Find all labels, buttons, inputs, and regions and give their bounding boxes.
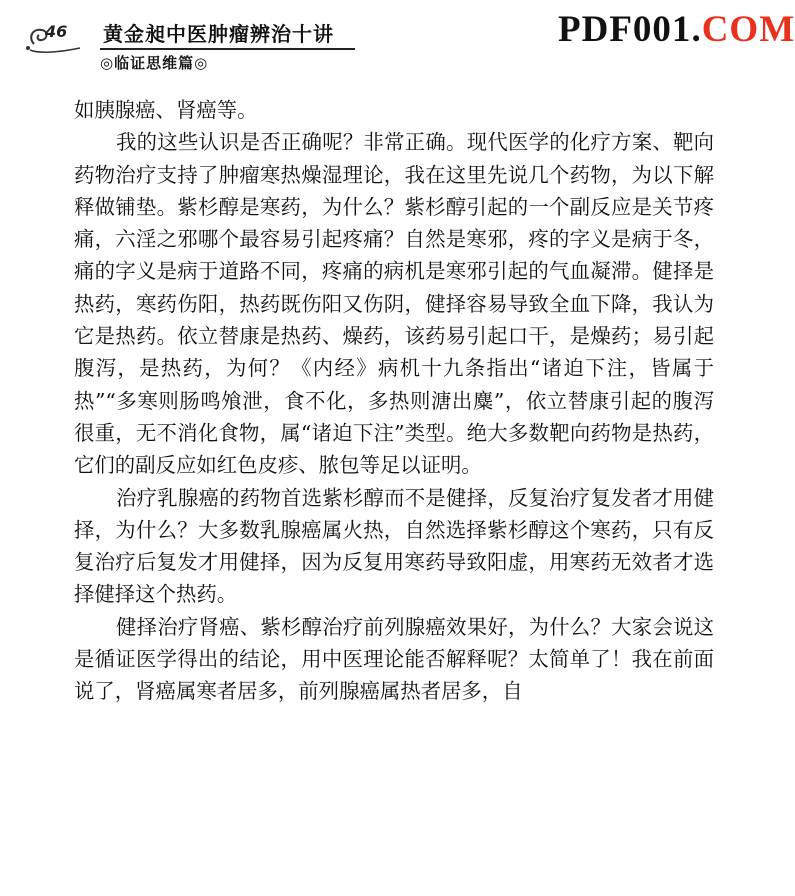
book-title: 黄金昶中医肿瘤辨治十讲 xyxy=(103,22,334,46)
watermark-main: PDF001 xyxy=(558,9,692,50)
watermark-dot: . xyxy=(691,9,702,50)
paragraph-breast-cancer: 治疗乳腺癌的药物首选紫杉醇而不是健择，反复治疗复发者才用健择，为什么？大多数乳腺癌属火热，自然选择紫杉醇这个寒药，只有反复治疗后复发才用健择，因为反复用寒药导致阳虚，用寒药无效者才选择健择这个热药。 xyxy=(74,485,714,607)
header-divider xyxy=(100,48,355,50)
watermark-com: COM xyxy=(701,9,795,50)
paragraph-continuation: 如胰腺癌、肾癌等。 xyxy=(74,98,258,122)
page-number: 46 xyxy=(45,22,68,41)
page-header xyxy=(0,0,795,80)
paragraph-drug-properties: 我的这些认识是否正确呢？非常正确。现代医学的化疗方案、靶向药物治疗支持了肿瘤寒热燥湿理论，我在这里先说几个药物，为以下解释做铺垫。紫杉醇是寒药，为什么？紫杉醇引起的一个副反应是关节疼痛，六淫之邪哪个最容易引起疼痛？自然是寒邪，疼的字义是病于冬，痛的字义是病于道路不同，疼痛的病机是寒邪引起的气血凝滞。健择是热药，寒药伤阳，热药既伤阳又伤阴，健择容易导致全血下降，我认为它是热药。依立替康是热药、燥药，该药易引起口干，是燥药；易引起腹泻，是热药，为何？《内经》病机十九条指出“诸迫下注，皆属于热”“多寒则肠鸣飧泄，食不化，多热则溏出麋”，依立替康引起的腹泻很重，无不消化食物，属“诸迫下注”类型。绝大多数靶向药物是热药，它们的副反应如红色皮疹、脓包等足以证明。 xyxy=(74,130,714,478)
section-title: ◎临证思维篇◎ xyxy=(100,54,209,72)
paragraph-kidney-prostate: 健择治疗肾癌、紫杉醇治疗前列腺癌效果好，为什么？大家会说这是循证医学得出的结论，用中医理论能否解释呢？太简单了！我在前面说了，肾癌属寒者居多，前列腺癌属热者居多，自 xyxy=(74,614,714,704)
body-text xyxy=(74,94,714,708)
watermark-logo xyxy=(558,8,795,51)
